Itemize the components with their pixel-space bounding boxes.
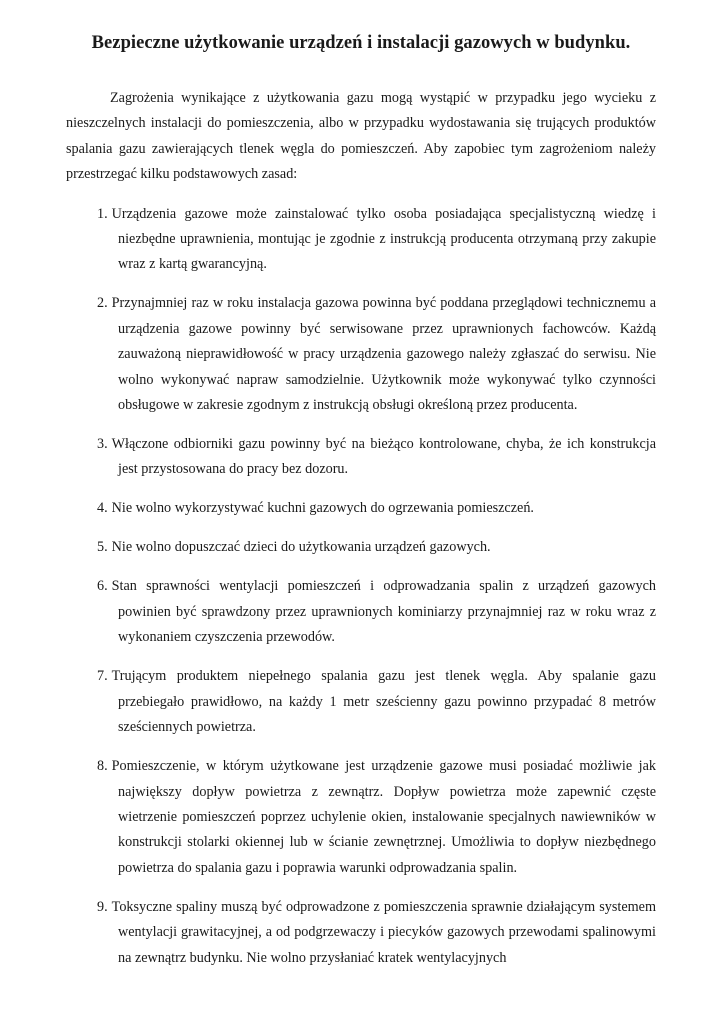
- item-text: Włączone odbiorniki gazu powinny być na bieżąco kontrolowane, chyba, że ich konstrukcja jest przystosowana do pracy bez dozoru.: [111, 436, 656, 478]
- item-number: 2.: [97, 295, 108, 312]
- item-number: 7.: [97, 668, 108, 685]
- document-title: Bezpieczne użytkowanie urządzeń i instalacji gazowych w budynku.: [91, 33, 631, 53]
- intro-paragraph: Zagrożenia wynikające z użytkowania gazu mogą wystąpić w przypadku jego wycieku z nieszczelnych instalacji do pomieszczenia, albo w przypadku wydostawania się trujących produktów spalania gazu zawierających tlenek węgla do pomieszczeń. Aby zapobiec tym zagrożeniom należy przestrzegać kilku podstawowych zasad:: [66, 90, 656, 183]
- item-text: Toksyczne spaliny muszą być odprowadzone z pomieszczenia sprawnie działającym systemem wentylacji grawitacyjnej, a od podgrzewaczy i piecyków gazowych przewodami spalinowymi na zewnątrz budynku. Nie wolno przysłaniać kratek wentylacyjnych: [111, 898, 656, 966]
- list-item: [66, 496, 656, 521]
- list-item: [66, 754, 656, 881]
- rules-list: [66, 202, 656, 971]
- item-number: 1.: [97, 205, 108, 222]
- item-number: 9.: [97, 898, 108, 915]
- list-item: [66, 535, 656, 560]
- item-text: Nie wolno dopuszczać dzieci do użytkowania urządzeń gazowych.: [111, 539, 491, 556]
- list-item: [66, 202, 656, 278]
- item-text: Pomieszczenie, w którym użytkowane jest urządzenie gazowe musi posiadać możliwie jak największy dopływ powietrza z zewnątrz. Dopływ powietrza może zapewnić częste wietrzenie pomieszczeń poprzez uchylenie okien, instalowanie specjalnych nawiewników w konstrukcji stolarki okiennej lub w ścianie zewnętrznej. Umożliwia to dopływ niezbędnego powietrza do spalania gazu i poprawia warunki odprowadzania spalin.: [111, 758, 656, 876]
- list-item: [66, 664, 656, 740]
- list-item: [66, 895, 656, 971]
- item-text: Stan sprawności wentylacji pomieszczeń i odprowadzania spalin z urządzeń gazowych powinien być sprawdzony przez uprawnionych kominiarzy przynajmniej raz w roku wraz z wykonaniem czyszczenia przewodów.: [111, 578, 656, 646]
- list-item: [66, 291, 656, 418]
- item-text: Nie wolno wykorzystywać kuchni gazowych do ogrzewania pomieszczeń.: [111, 500, 534, 517]
- item-number: 3.: [97, 436, 108, 453]
- item-number: 5.: [97, 539, 108, 556]
- item-number: 4.: [97, 500, 108, 517]
- item-text: Przynajmniej raz w roku instalacja gazowa powinna być poddana przeglądowi technicznemu a urządzenia gazowe powinny być serwisowane przez uprawnionych fachowców. Każdą zauważoną nieprawidłowość w pracy urządzenia gazowego należy zgłaszać do serwisu. Nie wolno wykonywać napraw samodzielnie. Użytkownik może wykonywać tylko czynności obsługowe w zakresie zgodnym z instrukcją obsługi określoną przez producenta.: [111, 295, 656, 414]
- item-text: Urządzenia gazowe może zainstalować tylko osoba posiadająca specjalistyczną wiedzę i niezbędne uprawnienia, montując je zgodnie z instrukcją producenta otrzymaną przy zakupie wraz z kartą gwarancyjną.: [111, 205, 656, 273]
- item-number: 6.: [97, 578, 108, 595]
- item-number: 8.: [97, 758, 108, 775]
- list-item: [66, 432, 656, 483]
- item-text: Trującym produktem niepełnego spalania gazu jest tlenek węgla. Aby spalanie gazu przebiegało prawidłowo, na każdy 1 metr sześcienny gazu powinno przypadać 8 metrów sześciennych powietrza.: [111, 668, 656, 736]
- list-item: [66, 574, 656, 650]
